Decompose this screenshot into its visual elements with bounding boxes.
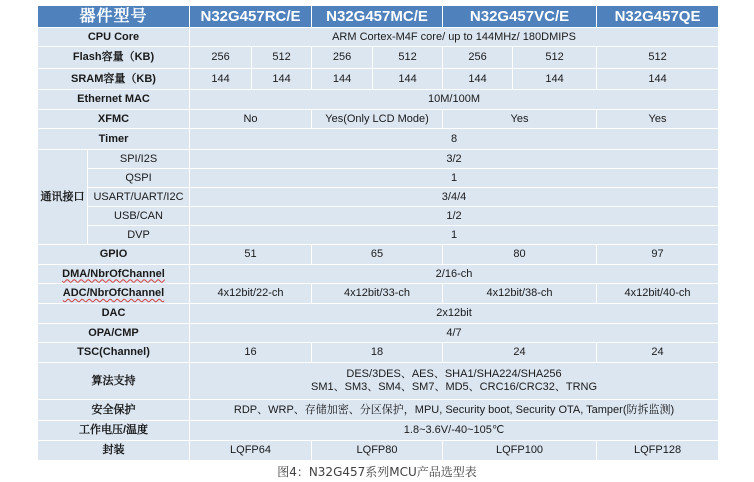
- cell-sram: 144: [513, 69, 597, 90]
- cell-flash: 256: [443, 47, 513, 69]
- row-algo: [38, 363, 719, 400]
- cell-adc: 4x12bit/40-ch: [597, 284, 719, 304]
- label-security: 安全保护: [38, 400, 190, 421]
- value-dma: 2/16-ch: [190, 265, 719, 284]
- row-adc: [38, 284, 719, 304]
- figure-caption: 图4：N32G457系列MCU产品选型表: [277, 465, 477, 479]
- cell-sram: 144: [252, 69, 312, 90]
- row-cpu: [38, 28, 719, 47]
- header-device-model: 器件型号: [38, 6, 190, 28]
- row-usart: [38, 188, 719, 207]
- label-dma-text: DMA/NbrOfChannel: [62, 267, 165, 280]
- cell-sram: 144: [597, 69, 719, 90]
- cell-package: LQFP80: [312, 441, 443, 461]
- value-qspi: 1: [190, 169, 719, 188]
- cell-adc: 4x12bit/38-ch: [443, 284, 597, 304]
- row-gpio: [38, 245, 719, 265]
- label-dac: DAC: [38, 304, 190, 324]
- cell-tsc: 24: [597, 343, 719, 363]
- cell-gpio: 80: [443, 245, 597, 265]
- cell-sram: 144: [443, 69, 513, 90]
- row-usb: [38, 207, 719, 226]
- value-algo: [190, 363, 719, 400]
- label-package: 封装: [38, 441, 190, 461]
- header-model-qe: N32G457QE: [597, 6, 719, 28]
- value-ethernet: 10M/100M: [190, 90, 719, 110]
- mcu-selection-table: [37, 5, 719, 461]
- value-voltage: 1.8~3.6V/-40~105℃: [190, 421, 719, 441]
- label-xfmc: XFMC: [38, 110, 190, 129]
- cell-tsc: 18: [312, 343, 443, 363]
- row-dvp: [38, 226, 719, 245]
- label-cpu: CPU Core: [38, 28, 190, 47]
- label-comm-interface: 通讯接口: [38, 150, 88, 245]
- label-opa: OPA/CMP: [38, 324, 190, 343]
- value-dvp: 1: [190, 226, 719, 245]
- row-timer: [38, 129, 719, 150]
- cell-adc: 4x12bit/33-ch: [312, 284, 443, 304]
- value-timer: 8: [190, 129, 719, 150]
- algo-line-1: DES/3DES、AES、SHA1/SHA224/SHA256: [346, 368, 562, 380]
- row-qspi: [38, 169, 719, 188]
- label-sram: SRAM容量（KB): [38, 69, 190, 90]
- label-qspi: QSPI: [88, 169, 190, 188]
- value-cpu: ARM Cortex-M4F core/ up to 144MHz/ 180DMIPS: [190, 28, 719, 47]
- cell-xfmc: Yes(Only LCD Mode): [312, 110, 443, 129]
- label-dma: [38, 265, 190, 284]
- label-adc: [38, 284, 190, 304]
- value-opa: 4/7: [190, 324, 719, 343]
- label-algo: 算法支持: [38, 363, 190, 400]
- cell-adc: 4x12bit/22-ch: [190, 284, 312, 304]
- cell-flash: 512: [597, 47, 719, 69]
- cell-sram: 144: [373, 69, 443, 90]
- value-usart: 3/4/4: [190, 188, 719, 207]
- row-tsc: [38, 343, 719, 363]
- cell-tsc: 16: [190, 343, 312, 363]
- algo-line-2: SM1、SM3、SM4、SM7、MD5、CRC16/CRC32、TRNG: [310, 381, 598, 393]
- cell-sram: 144: [190, 69, 252, 90]
- cell-package: LQFP100: [443, 441, 597, 461]
- cell-package: LQFP64: [190, 441, 312, 461]
- value-security: RDP、WRP、存储加密、分区保护，MPU, Security boot, Security OTA, Tamper(防拆监测): [190, 400, 719, 421]
- cell-flash: 512: [252, 47, 312, 69]
- row-flash: [38, 47, 719, 69]
- cell-flash: 512: [373, 47, 443, 69]
- label-voltage: 工作电压/温度: [38, 421, 190, 441]
- row-spi: [38, 150, 719, 169]
- label-adc-text: ADC/NbrOfChannel: [62, 287, 165, 299]
- cell-flash: 256: [190, 47, 252, 69]
- cell-tsc: 24: [443, 343, 597, 363]
- header-model-vc: N32G457VC/E: [443, 6, 597, 28]
- cell-gpio: 65: [312, 245, 443, 265]
- row-xfmc: [38, 110, 719, 129]
- value-dac: 2x12bit: [190, 304, 719, 324]
- row-voltage: [38, 421, 719, 441]
- cell-xfmc: No: [190, 110, 312, 129]
- value-spi: 3/2: [190, 150, 719, 169]
- cell-xfmc: Yes: [443, 110, 597, 129]
- label-usb: USB/CAN: [88, 207, 190, 226]
- label-gpio: GPIO: [38, 245, 190, 265]
- label-flash: Flash容量（KB): [38, 47, 190, 69]
- cell-gpio: 97: [597, 245, 719, 265]
- label-spi: SPI/I2S: [88, 150, 190, 169]
- row-ethernet: [38, 90, 719, 110]
- row-security: [38, 400, 719, 421]
- header-model-mc: N32G457MC/E: [312, 6, 443, 28]
- cell-flash: 512: [513, 47, 597, 69]
- row-opa: [38, 324, 719, 343]
- cell-sram: 144: [312, 69, 373, 90]
- row-package: [38, 441, 719, 461]
- row-dma: [38, 265, 719, 284]
- label-dvp: DVP: [88, 226, 190, 245]
- label-usart: USART/UART/I2C: [88, 188, 190, 207]
- label-timer: Timer: [38, 129, 190, 150]
- label-tsc: TSC(Channel): [38, 343, 190, 363]
- cell-gpio: 51: [190, 245, 312, 265]
- header-row: [38, 6, 719, 28]
- label-ethernet: Ethernet MAC: [38, 90, 190, 110]
- cell-flash: 256: [312, 47, 373, 69]
- value-usb: 1/2: [190, 207, 719, 226]
- cell-xfmc: Yes: [597, 110, 719, 129]
- row-dac: [38, 304, 719, 324]
- cell-package: LQFP128: [597, 441, 719, 461]
- header-model-rc: N32G457RC/E: [190, 6, 312, 28]
- row-sram: [38, 69, 719, 90]
